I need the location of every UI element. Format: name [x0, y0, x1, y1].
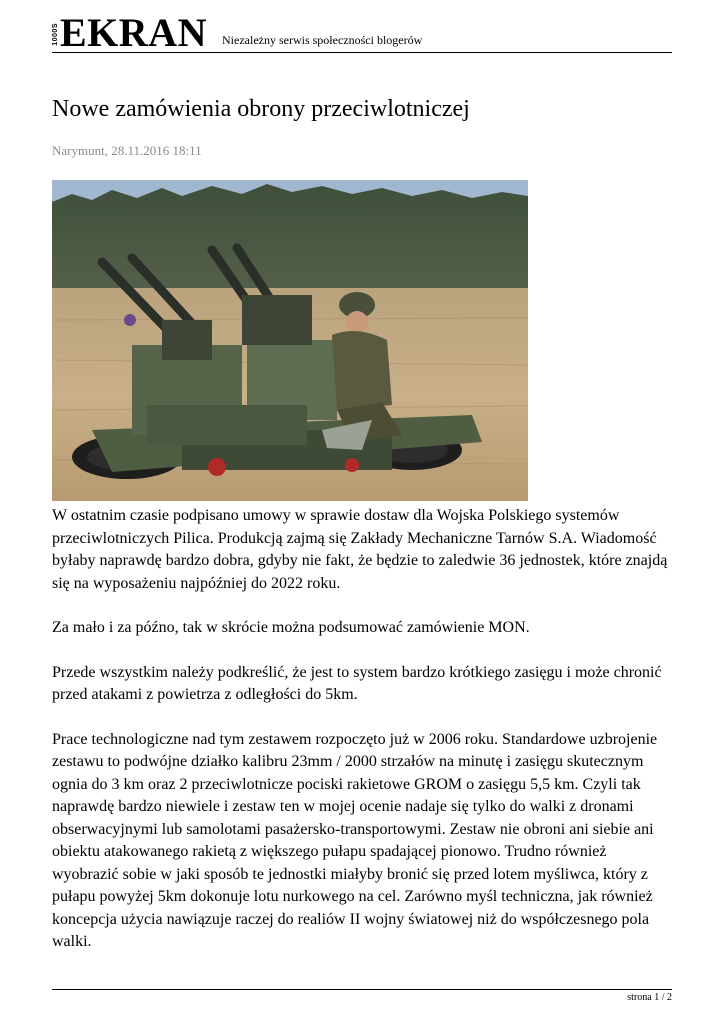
article-photo	[52, 180, 528, 501]
site-header	[52, 12, 672, 53]
article-title: Nowe zamówienia obrony przeciwlotniczej	[52, 96, 470, 122]
logo-prefix: 1000S	[52, 23, 59, 46]
article-paragraph: W ostatnim czasie podpisano umowy w sprawie dostaw dla Wojska Polskiego systemów przeciwlotniczych Pilica. Produkcją zajmą się Zakłady Mechaniczne Tarnów S.A. Wiadomość byłaby naprawdę bardzo dobra, gdyby nie fakt, że będzie to zaledwie 36 jednostek, które znajdą się na wyposażeniu najpóźniej do 2022 roku.	[52, 507, 668, 592]
article-body	[52, 505, 677, 976]
site-tagline: Niezależny serwis społeczności blogerów	[222, 33, 423, 47]
page-footer	[52, 989, 672, 1003]
page-indicator: strona 1 / 2	[627, 992, 672, 1003]
article-paragraph: Przede wszystkim należy podkreślić, że jest to system bardzo krótkiego zasięgu i może chronić przed atakami z powietrza z odległości do 5km.	[52, 663, 662, 703]
article-paragraph: Prace technologiczne nad tym zestawem rozpoczęto już w 2006 roku. Standardowe uzbrojenie zestawu to podwójne działko kalibru 23mm / 2000 strzałów na minutę i zasięgu skutecznym ognia do 3 km oraz 2 przeciwlotnicze pociski rakietowe GROM o zasięgu 5,5 km. Czyli tak naprawdę bardzo niewiele i zestaw ten w mojej ocenie nadaje się tylko do walki z dronami obserwacyjnymi lub samolotami pasażersko-transportowymi. Zestaw nie obroni ani siebie ani obiektu atakowanego rakietą z większego pułapu spadającej pionowo. Trudno również wyobrazić sobie w jaki sposób te jednostki miałyby bronić się przed lotem myśliwca, który z pułapu powyżej 5km dokonuje lotu nurkowego na cel. Zarówno myśl techniczna, jak również koncepcja użycia nawiązuje raczej do realiów II wojny światowej niż do współczesnego pola walki.	[52, 730, 658, 950]
logo-text: EKRAN	[60, 10, 207, 55]
article-paragraph: Za mało i za późno, tak w skrócie można podsumować zamówienie MON.	[52, 619, 530, 636]
site-logo[interactable]	[52, 10, 207, 55]
article-byline: Narymunt, 28.11.2016 18:11	[52, 143, 202, 158]
